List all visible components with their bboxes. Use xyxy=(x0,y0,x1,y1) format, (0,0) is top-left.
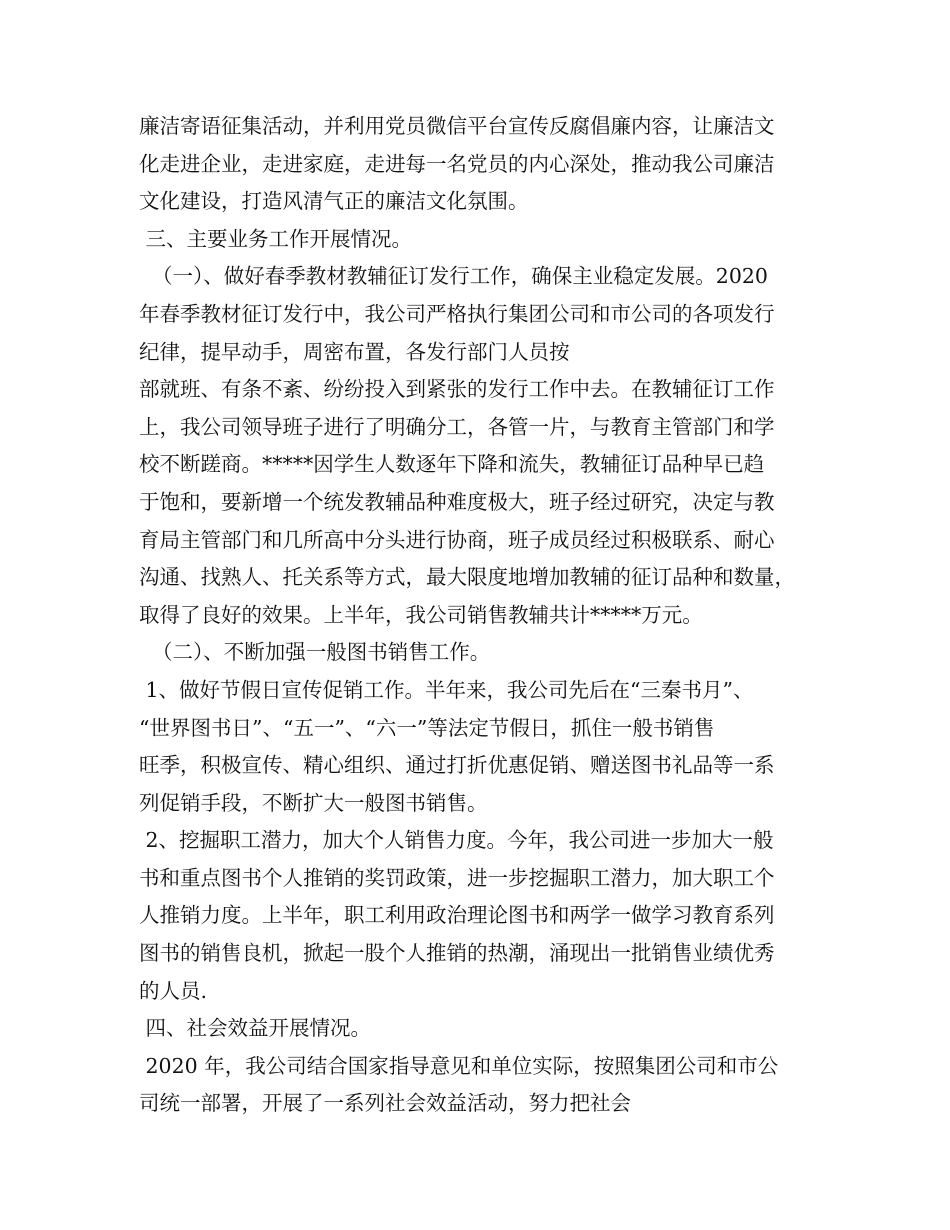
subsection-heading: （一）、做好春季教材教辅征订发行工作，确保主业稳定发展。2020 xyxy=(139,264,768,289)
section-heading: 四、社会效益开展情况。 xyxy=(139,1016,372,1041)
text-line: 的人员. xyxy=(139,978,208,1003)
text-line: 部就班、有条不紊、纷纷投入到紧张的发行工作中去。在教辅征订工作 xyxy=(139,377,775,402)
text-line: 2020 年，我公司结合国家指导意见和单位实际，按照集团公司和市公 xyxy=(139,1053,779,1078)
text-line: 文化建设，打造风清气正的廉洁文化氛围。 xyxy=(139,189,529,214)
text-line: 司统一部署，开展了一系列社会效益活动，努力把社会 xyxy=(139,1091,631,1116)
section-heading: 三、主要业务工作开展情况。 xyxy=(139,226,413,251)
text-line: 列促销手段，不断扩大一般图书销售。 xyxy=(139,790,488,815)
text-line: 上，我公司领导班子进行了明确分工，各管一片，与教育主管部门和学 xyxy=(139,414,775,439)
text-line: “世界图书日”、“五一”、“六一”等法定节假日，抓住一般书销售 xyxy=(139,715,715,740)
document-body xyxy=(139,108,839,1123)
text-line: 于饱和，要新增一个统发教辅品种难度极大，班子经过研究，决定与教 xyxy=(139,489,775,514)
text-line: 旺季，积极宣传、精心组织、通过打折优惠促销、赠送图书礼品等一系 xyxy=(139,753,775,778)
text-line: 沟通、找熟人、托关系等方式，最大限度地增加教辅的征订品种和数量， xyxy=(139,565,795,590)
text-line: 图书的销售良机，掀起一股个人推销的热潮，涌现出一批销售业绩优秀 xyxy=(139,941,775,966)
text-line: 年春季教材征订发行中，我公司严格执行集团公司和市公司的各项发行 xyxy=(139,301,775,326)
text-line: 取得了良好的效果。上半年，我公司销售教辅共计*****万元。 xyxy=(139,602,703,627)
text-line: 1、做好节假日宣传促销工作。半年来，我公司先后在“三秦书月”、 xyxy=(139,677,754,702)
text-line: 2、挖掘职工潜力，加大个人销售力度。今年，我公司进一步加大一般 xyxy=(139,828,774,853)
text-line: 化走进企业，走进家庭，走进每一名党员的内心深处，推动我公司廉洁 xyxy=(139,151,775,176)
text-line: 育局主管部门和几所高中分头进行协商，班子成员经过积极联系、耐心 xyxy=(139,527,775,552)
text-line: 校不断蹉商。*****因学生人数逐年下降和流失，教辅征订品种早已趋 xyxy=(139,452,765,477)
text-line: 书和重点图书个人推销的奖罚政策，进一步挖掘职工潜力，加大职工个 xyxy=(139,865,775,890)
text-line: 人推销力度。上半年，职工利用政治理论图书和两学一做学习教育系列 xyxy=(139,903,775,928)
subsection-heading: （二）、不断加强一般图书销售工作。 xyxy=(139,640,491,665)
text-line: 廉洁寄语征集活动，并利用党员微信平台宣传反腐倡廉内容，让廉洁文 xyxy=(139,114,775,138)
text-line: 纪律，提早动手，周密布置，各发行部门人员按 xyxy=(139,339,570,364)
